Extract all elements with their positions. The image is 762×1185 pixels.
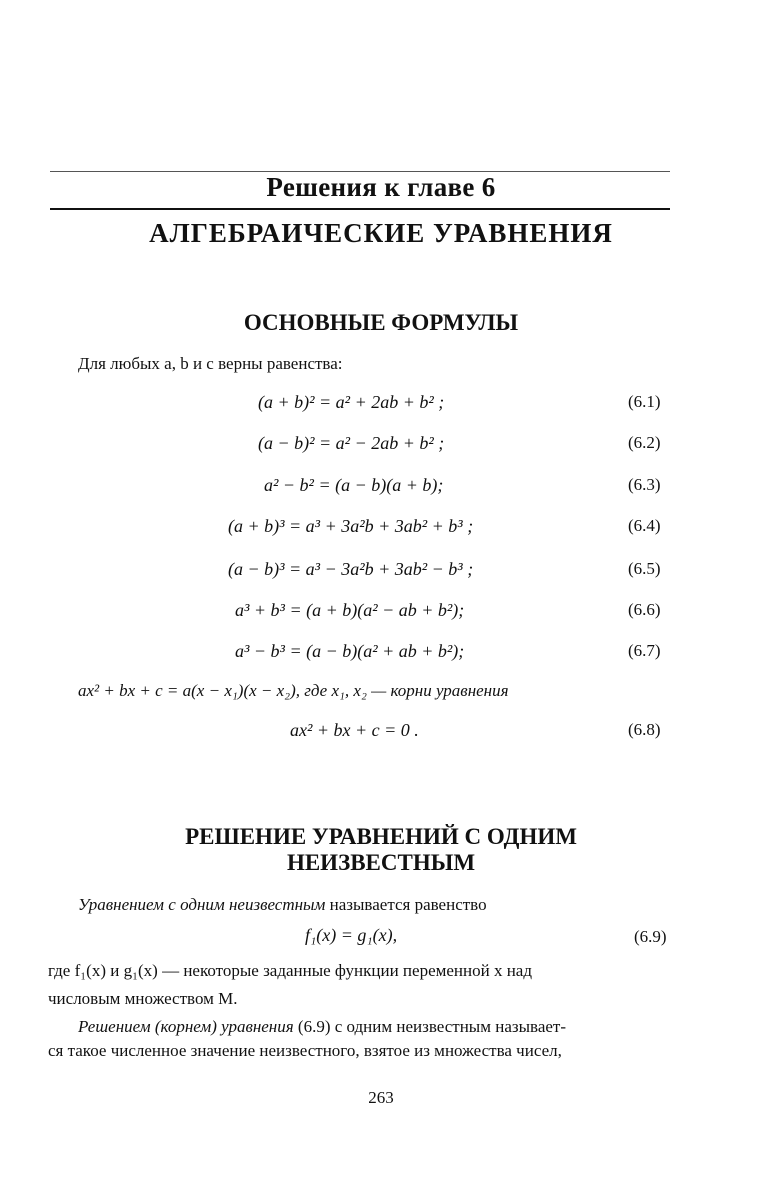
quadratic-factorization: ax² + bx + c = a(x − x₁)(x − x₂), где x₁, x₂ — корни уравнения — [78, 681, 509, 700]
chapter-subtitle: АЛГЕБРАИЧЕСКИЕ УРАВНЕНИЯ — [149, 218, 613, 248]
eq-number-6-6: (6.6) — [628, 600, 661, 619]
where-line-1: где f₁(x) и g₁(x) — некоторые заданные функции переменной x над — [48, 961, 533, 980]
eq-number-6-3: (6.3) — [628, 475, 661, 494]
formula-6-5: (a − b)³ = a³ − 3a²b + 3ab² − b³ ; — [228, 559, 474, 579]
section-title-equations-line2: НЕИЗВЕСТНЫМ — [286, 850, 476, 875]
formula-6-3: a² − b² = (a − b)(a + b); — [264, 475, 444, 495]
eq-number-6-5: (6.5) — [628, 559, 661, 578]
formula-6-4: (a + b)³ = a³ + 3a²b + 3ab² + b³ ; — [228, 516, 474, 536]
definition-term: Уравнением с одним неизвестным — [78, 895, 326, 914]
section-title-equations-line1: РЕШЕНИЕ УРАВНЕНИЙ С ОДНИМ — [185, 824, 577, 849]
eq-number-6-8: (6.8) — [628, 720, 661, 739]
chapter-title: Решения к главе 6 — [266, 172, 496, 202]
definition-paragraph — [78, 894, 487, 916]
eq-number-6-2: (6.2) — [628, 433, 661, 452]
section-title-formulas: ОСНОВНЫЕ ФОРМУЛЫ — [243, 310, 519, 335]
solution-paragraph-line2: ся такое численное значение неизвестного, взятое из множества чисел, — [48, 1041, 562, 1060]
solution-paragraph-line1 — [78, 1016, 566, 1038]
chapter-rule — [50, 208, 670, 210]
solution-term: Решением (корнем) уравнения — [78, 1017, 294, 1036]
formula-6-2: (a − b)² = a² − 2ab + b² ; — [258, 433, 445, 453]
eq-number-6-4: (6.4) — [628, 516, 661, 535]
definition-rest: называется равенство — [325, 895, 487, 914]
formula-6-8: ax² + bx + c = 0 . — [290, 720, 419, 740]
intro-text: Для любых a, b и c верны равенства: — [78, 354, 343, 373]
formulas-intro — [78, 353, 343, 375]
where-line-2: числовым множеством M. — [48, 989, 238, 1008]
eq-number-6-9: (6.9) — [634, 927, 667, 946]
page-number: 263 — [368, 1088, 394, 1107]
formula-6-1: (a + b)² = a² + 2ab + b² ; — [258, 392, 445, 412]
eq-number-6-1: (6.1) — [628, 392, 661, 411]
formula-6-6: a³ + b³ = (a + b)(a² − ab + b²); — [235, 600, 465, 620]
solution-rest: (6.9) с одним неизвестным называет- — [293, 1017, 567, 1036]
formula-6-7: a³ − b³ = (a − b)(a² + ab + b²); — [235, 641, 465, 661]
eq-number-6-7: (6.7) — [628, 641, 661, 660]
formula-6-9: f₁(x) = g₁(x), — [305, 925, 398, 945]
